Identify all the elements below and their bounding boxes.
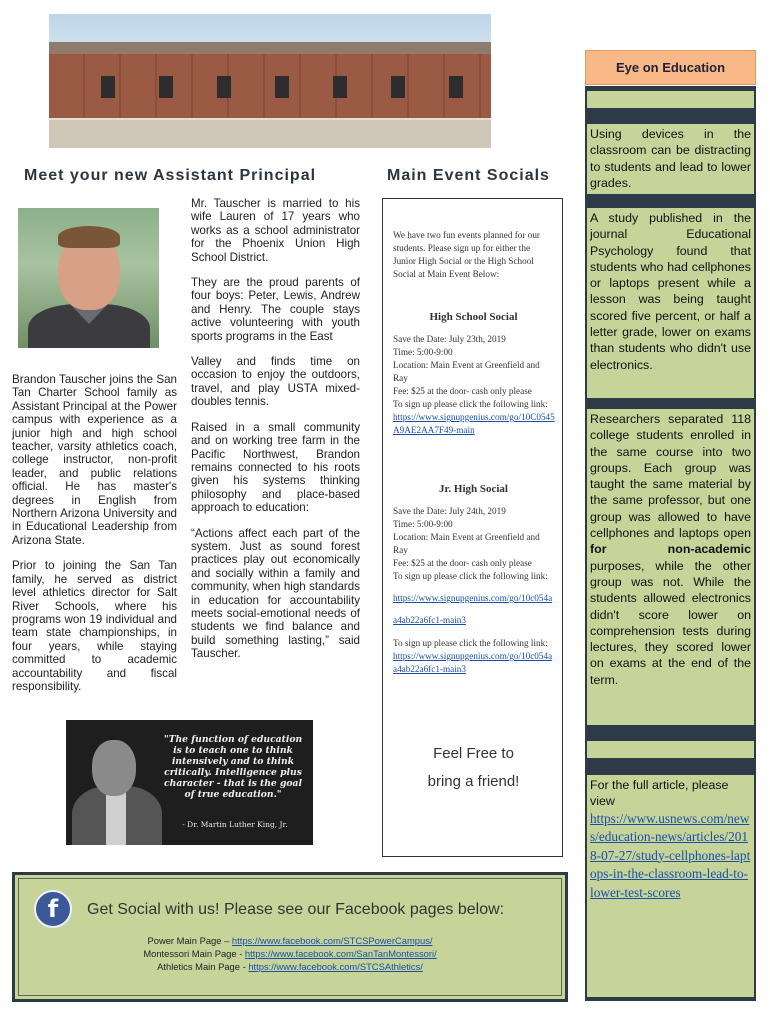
montessori-page-line [15, 948, 565, 959]
high-school-date: Save the Date: July 23th, 2019 [393, 334, 506, 344]
eye-paragraph-3-after: purposes, while the other group was not. While the students allowed electronics didn't score lower on comprehension tests during lectures, they scored lower on exams at the end of the term. [590, 558, 751, 687]
athletics-page-line [15, 961, 565, 972]
article-left-column [12, 373, 177, 705]
high-school-signup-link[interactable]: https://www.signupgenius.com/go/10C0545A9AE2AA7F49-main [393, 412, 555, 435]
eye-paragraph-2: A study published in the journal Educational Psychology found that students who had cellphones or laptops present while a lesson was being taught scored five percent, or half a letter grade, lower on exams than students who didn't use electronics. [587, 208, 754, 398]
eye-paragraph-3-before: Researchers separated 118 college students enrolled in the same course into two groups. Each group was taught the same material by the same professor, but one group was allowed to have cellphones and laptops open [590, 412, 751, 541]
jr-high-date: Save the Date: July 24th, 2019 [393, 506, 506, 516]
power-page-label: Power Main Page – [147, 935, 232, 946]
eye-spacer [587, 91, 754, 108]
article-prior: Prior to joining the San Tan family, he served as district level athletics director for Salt River Schools, where his programs won 19 individual and team state championships, in four years, while staying committed to academic accountability and fiscal responsibility. [12, 559, 177, 693]
high-school-social-title: High School Social [429, 311, 518, 323]
power-page-link[interactable]: https://www.facebook.com/STCSPowerCampus/ [231, 935, 433, 946]
high-school-social-details [393, 333, 555, 437]
facebook-icon[interactable]: f [34, 890, 72, 928]
high-school-location: Location: Main Event at Greenfield and Ray [393, 360, 540, 383]
assistant-principal-portrait [18, 208, 159, 348]
jr-high-fee: Fee: $25 at the door- cash only please [393, 558, 532, 568]
jr-high-location: Location: Main Event at Greenfield and Ray [393, 532, 540, 555]
socials-heading: Main Event Socials [387, 167, 550, 184]
athletics-page-label: Athletics Main Page - [157, 961, 249, 972]
eye-paragraph-1: Using devices in the classroom can be distracting to students and lead to lower grades. [587, 124, 754, 194]
jr-high-time: Time: 5:00-9:00 [393, 519, 453, 529]
article-quote: “Actions affect each part of the system. Just as sound forest practices play out economically and socially within a family and community, when high standards in education for accountability meets social-emotional needs of students we find balance and build something lasting,” said Tauscher. [191, 526, 360, 661]
bring-friend-line-2: bring a friend! [427, 773, 520, 790]
article-raised: Raised in a small community and on working tree farm in the Pacific Northwest, Brandon remains connected to his roots given his systems thinking philosophy and place-based approach to education: [191, 420, 360, 515]
article-married: Mr. Tauscher is married to his wife Lauren of 17 years who works as a school administrator for the Phoenix Union High School District. [191, 197, 360, 264]
article-valley: Valley and finds time on occasion to enjoy the outdoors, travel, and play USTA mixed-doubles tennis. [191, 355, 360, 409]
eye-paragraph-4 [587, 775, 754, 997]
jr-high-signup-link[interactable]: https://www.signupgenius.com/go/10c054aa4ab22a6fc1-main3 [393, 593, 553, 625]
jr-high-signup: To sign up please click the following link: [393, 571, 548, 581]
mlk-quote-text: "The function of education is to teach one to think intensively and to think critically. Intelligence plus character - that is the goal of true education." [163, 734, 303, 800]
events-box [382, 198, 563, 857]
article-intro: Brandon Tauscher joins the San Tan Charter School family as Assistant Principal at the Power campus with experience as a junior high and high school teacher, varsity athletics coach, college instructor, non-profit leader, and public relations official. He has master's degrees in English from Northern Arizona University and in Educational Leadership from Arizona State. [12, 373, 177, 547]
mlk-quote-image [66, 720, 313, 845]
montessori-page-link[interactable]: https://www.facebook.com/SanTanMontessori/ [244, 948, 437, 959]
high-school-fee: Fee: $25 at the door- cash only please [393, 386, 532, 396]
high-school-signup: To sign up please click the following link: [393, 399, 548, 409]
eye-paragraph-3-bold: for non-academic [590, 542, 751, 557]
bring-friend-line-1: Feel Free to [433, 745, 514, 762]
eye-spacer [587, 741, 754, 758]
mlk-quote-author: - Dr. Martin Luther King, Jr. [182, 820, 288, 829]
jr-high-social-title: Jr. High Social [439, 483, 508, 495]
montessori-page-label: Montessori Main Page - [143, 948, 245, 959]
usnews-article-link[interactable]: https://www.usnews.com/news/education-news/articles/2018-07-27/study-cellphones-laptops-in-the-classroom-lead-to-lower-test-scores [590, 810, 751, 900]
school-building-photo [49, 14, 491, 148]
social-box [12, 872, 568, 1002]
athletics-page-link[interactable]: https://www.facebook.com/STCSAthletics/ [248, 961, 423, 972]
events-intro: We have two fun events planned for our students. Please sign up for either the Junior High Social or the High School Social at Main Event Below: [393, 230, 540, 279]
jr-high-social-details [393, 505, 555, 676]
eye-on-education-header: Eye on Education [585, 50, 756, 85]
article-middle-column [191, 197, 360, 673]
jr-high-signup-link-2[interactable]: https://www.signupgenius.com/go/10c054aa4ab22a6fc1-main3 [393, 651, 553, 674]
eye-paragraph-3 [587, 409, 754, 725]
eye-full-article-label: For the full article, please view [590, 778, 729, 809]
assistant-principal-heading: Meet your new Assistant Principal [24, 167, 317, 184]
social-title: Get Social with us! Please see our Facebook pages below: [87, 901, 505, 918]
jr-high-signup-2: To sign up please click the following link: [393, 638, 548, 648]
high-school-time: Time: 5:00-9:00 [393, 347, 453, 357]
article-parents: They are the proud parents of four boys: Peter, Lewis, Andrew and Henry. The couple stays active volunteering with youth sports programs in the East [191, 276, 360, 343]
power-page-line [15, 935, 565, 946]
